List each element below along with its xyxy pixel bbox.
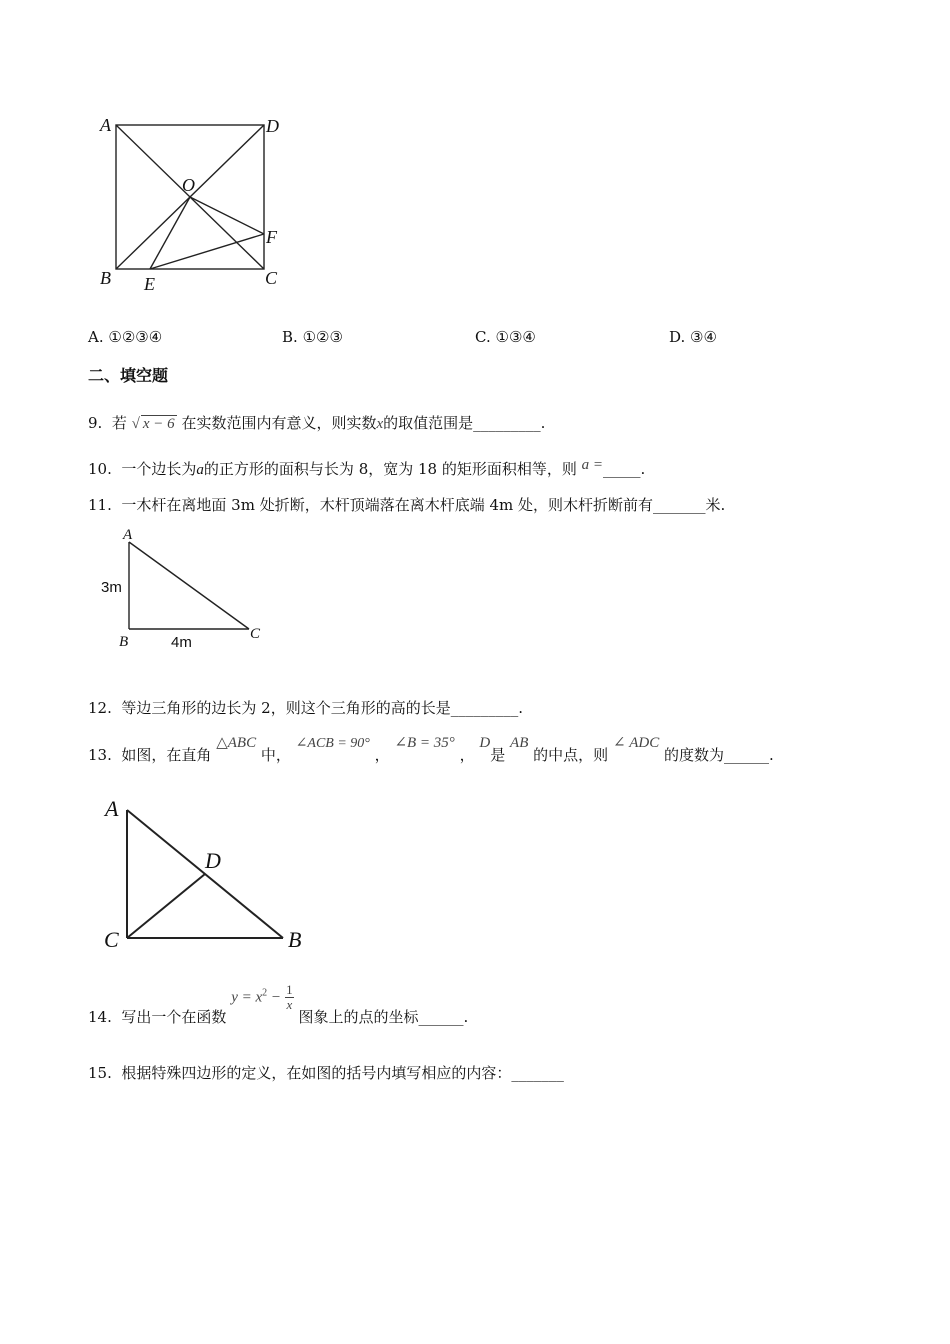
option-a: A. ①②③④ <box>88 328 163 346</box>
label-d: D <box>266 116 279 136</box>
label-4m: 4m <box>171 634 192 651</box>
question-13: 13. 如图，在直角 △ABC 中， ∠ACB = 90° ， ∠B = 35° ， D是 AB 的中点，则 ∠ ADC 的度数为______. <box>88 735 774 764</box>
section-title: 二、填空题 <box>88 366 169 385</box>
label-a: A <box>105 796 119 821</box>
option-c: C. ①③④ <box>475 328 536 346</box>
option-b: B. ①②③ <box>282 328 343 346</box>
square-figure <box>90 110 300 300</box>
question-9: 9. 若 √ x − 6 在实数范围内有意义，则实数x的取值范围是_________. <box>88 414 546 432</box>
label-a: A <box>100 115 111 135</box>
question-10: 10. 一个边长为a的正方形的面积与长为 8，宽为 18 的矩形面积相等，则 a =_____. <box>88 457 646 478</box>
label-f: F <box>266 227 277 247</box>
sqrt-expression: √ x − 6 <box>131 416 175 432</box>
label-b: B <box>288 927 302 952</box>
fraction: $\frac{1}{x}$ <box>286 982 293 1012</box>
label-a: A <box>123 527 133 543</box>
segment-cd <box>127 874 205 938</box>
label-c: C <box>265 268 278 288</box>
question-11: 11. 一木杆在离地面 3m 处折断，木杆顶端落在离木杆底端 4m 处，则木杆折断前有_______米. <box>88 496 726 514</box>
label-e: E <box>144 274 155 294</box>
question-14: 14. 写出一个在函数 $y = x^2$ − $\frac{1}{x}$ 图象上的点的坐标______. <box>88 982 469 1026</box>
label-o: O <box>182 175 195 195</box>
segment-of <box>190 197 264 234</box>
question-12: 12. 等边三角形的边长为 2，则这个三角形的高的长是_________. <box>88 699 523 717</box>
right-triangle-figure <box>95 790 325 960</box>
label-3m: 3m <box>101 579 122 596</box>
option-d: D. ③④ <box>669 328 717 346</box>
label-c: C <box>250 626 261 642</box>
side-ac <box>129 542 249 629</box>
tree-figure <box>95 522 275 652</box>
label-b: B <box>119 634 129 650</box>
function-expression: $y = x^2$ − $\frac{1}{x}$ <box>231 982 293 1012</box>
label-b: B <box>100 268 111 288</box>
label-d: D <box>205 848 221 873</box>
label-c: C <box>104 927 119 952</box>
question-15: 15. 根据特殊四边形的定义，在如图的括号内填写相应的内容：_______ <box>88 1064 564 1082</box>
